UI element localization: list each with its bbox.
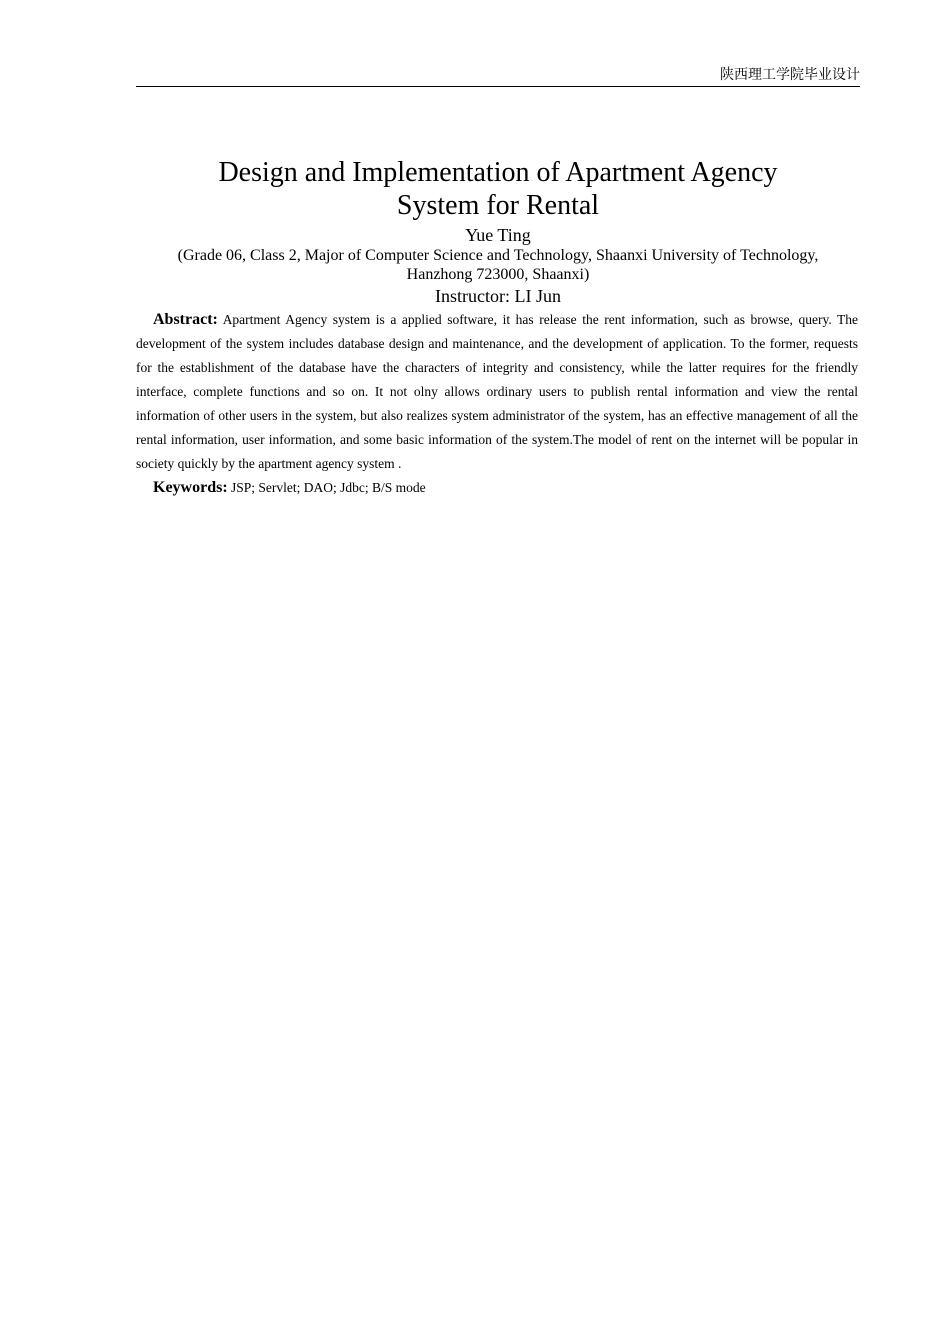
author-affiliation (136, 246, 860, 284)
abstract-text: Apartment Agency system is a applied software, it has release the rent information, such as browse, query. The development of the system includes database design and maintenance, and the development of application. To the former, requests for the establishment of the database have the characters of integrity and consistency, while the latter requires for the friendly interface, complete functions and so on. It not olny allows ordinary users to publish rental information and view the rental information of other users in the system, but also realizes system administrator of the system, has an effective management of all the rental information, user information, and some basic information of the system.The model of rent on the internet will be popular in society quickly by the apartment agency system . (136, 312, 858, 471)
affiliation-line-2: Hanzhong 723000, Shaanxi) (406, 266, 590, 283)
paper-title (136, 156, 860, 222)
paper-title-line-1: Design and Implementation of Apartment Agency (218, 157, 778, 188)
instructor-name: Instructor: LI Jun (435, 286, 561, 306)
author-name: Yue Ting (465, 225, 531, 245)
title-block (136, 156, 860, 307)
keywords-paragraph (136, 476, 858, 500)
keywords-label: Keywords: (153, 479, 228, 496)
header-institution-text: 陕西理工学院毕业设计 (720, 68, 860, 83)
abstract-paragraph (136, 308, 858, 476)
abstract-label: Abstract: (153, 311, 218, 328)
affiliation-line-1: (Grade 06, Class 2, Major of Computer Science and Technology, Shaanxi University of Technology, (177, 247, 819, 264)
paper-title-line-2: System for Rental (396, 190, 600, 221)
keywords-text: JSP; Servlet; DAO; Jdbc; B/S mode (231, 480, 426, 495)
running-header (136, 66, 860, 87)
